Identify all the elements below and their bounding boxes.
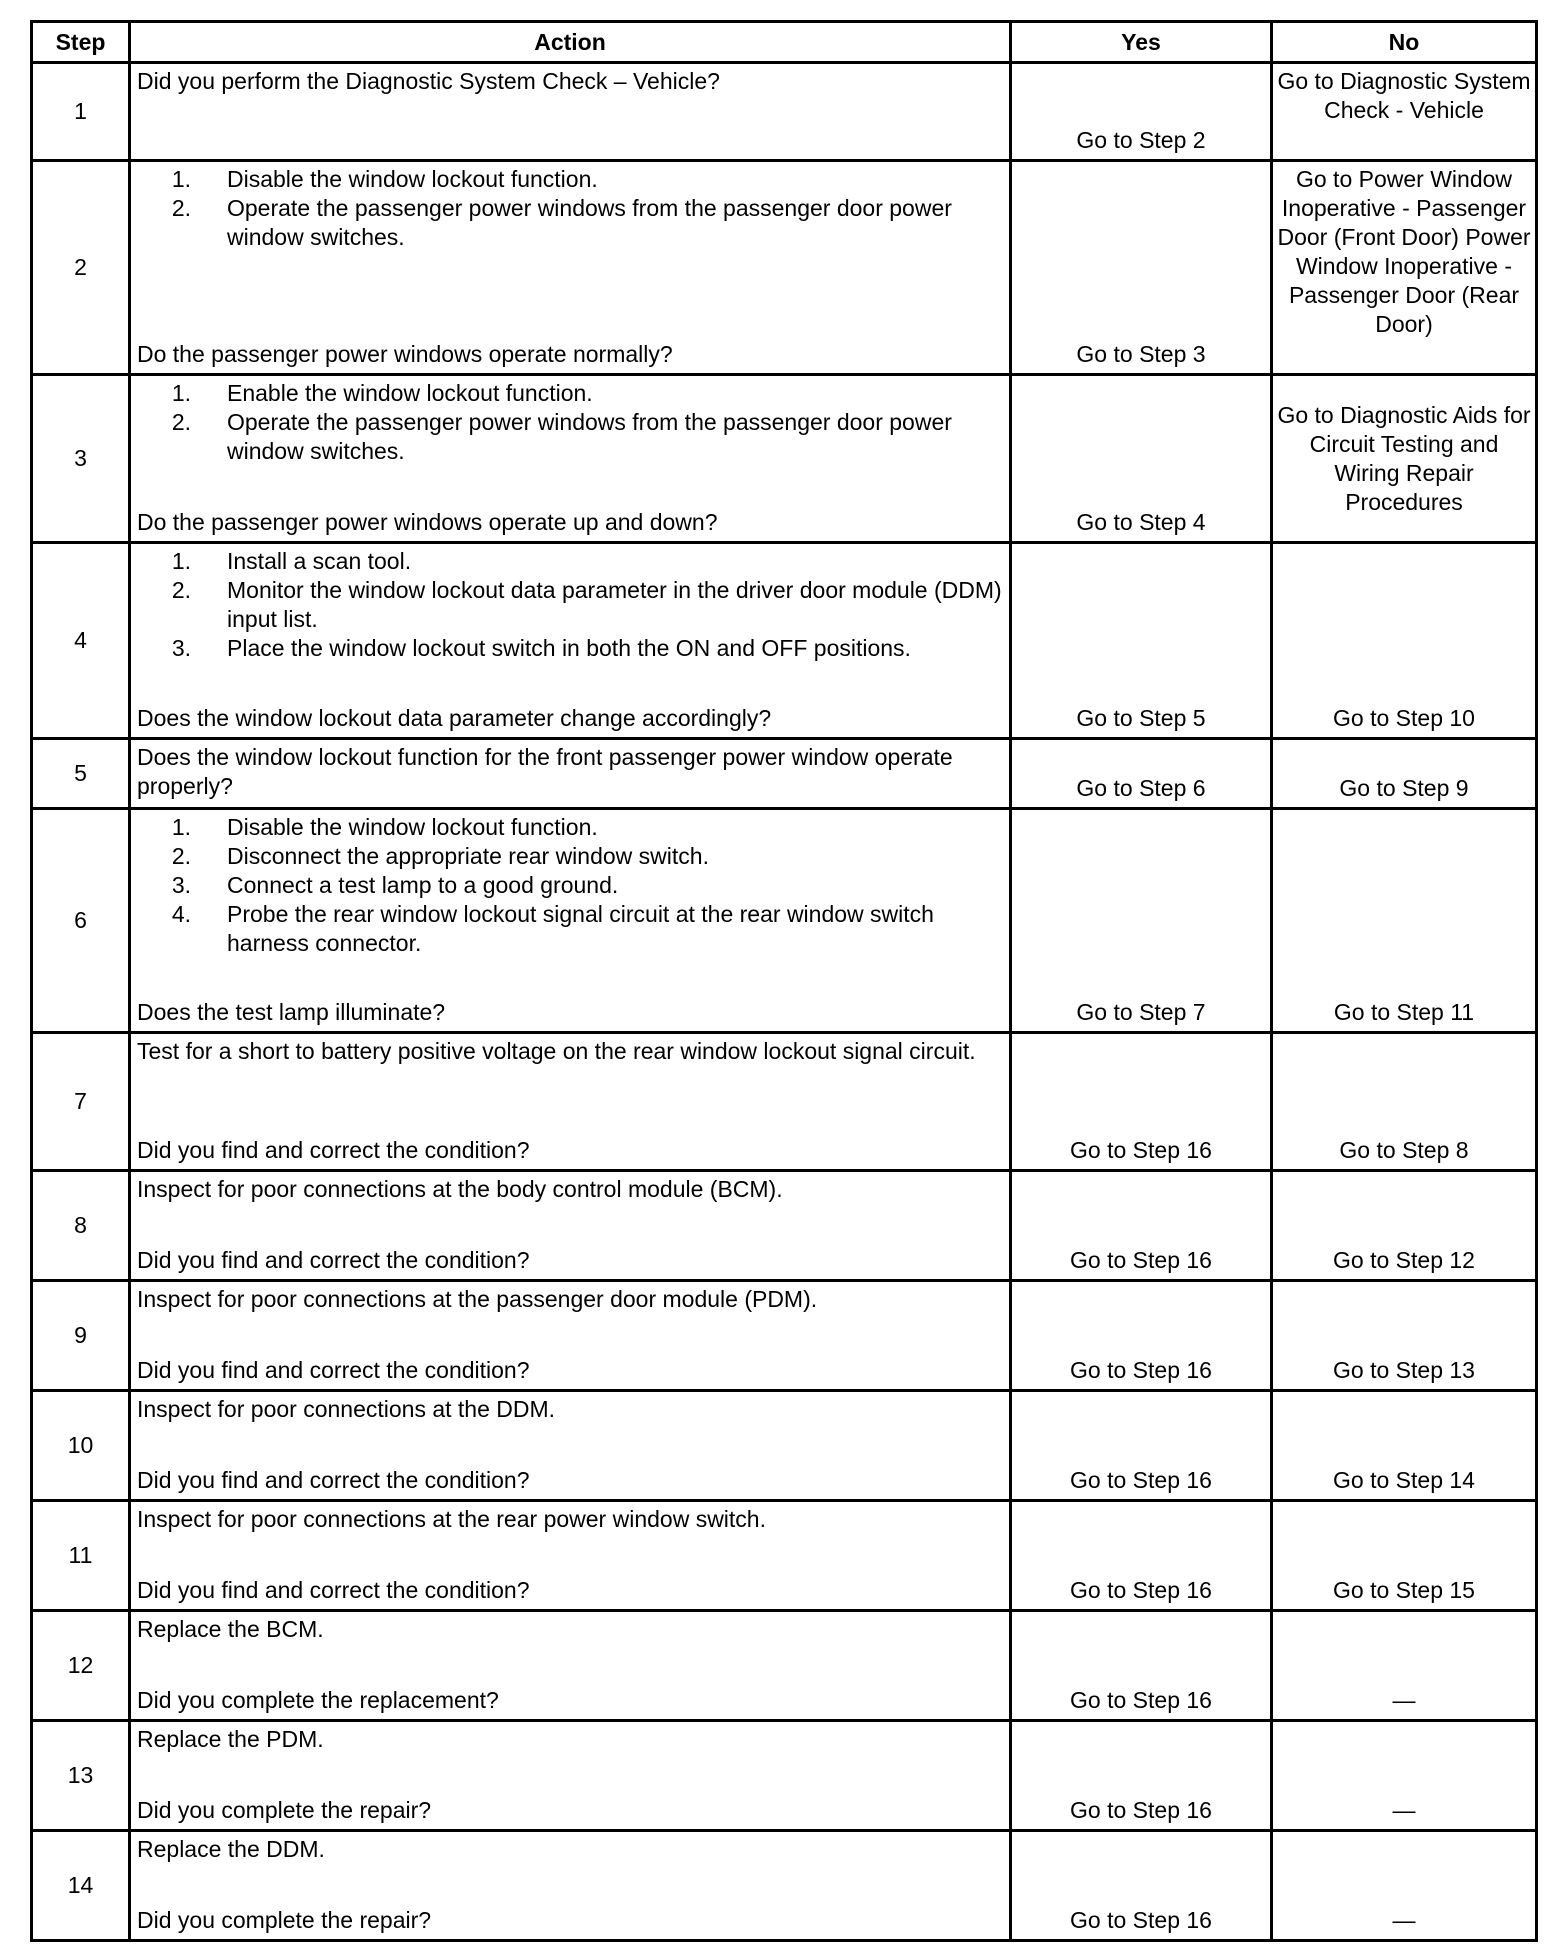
no-cell: Go to Step 9	[1272, 739, 1537, 809]
yes-cell: Go to Step 3	[1011, 161, 1272, 375]
list-item: 2. Operate the passenger power windows from the passenger door power window switches.	[171, 195, 952, 250]
action-cell	[130, 809, 1011, 1033]
step-number: 6	[32, 809, 130, 1033]
action-header: Action	[130, 22, 1011, 63]
no-cell: Go to Diagnostic Aids for Circuit Testing and Wiring Repair Procedures	[1272, 375, 1537, 543]
table-row	[32, 809, 1537, 1033]
action-cell	[130, 63, 1011, 161]
action-text: Replace the DDM.	[137, 1836, 325, 1862]
question-text: Did you find and correct the condition?	[137, 1247, 530, 1273]
step-number: 5	[32, 739, 130, 809]
question-text: Did you complete the repair?	[137, 1797, 432, 1823]
yes-cell: Go to Step 16	[1011, 1281, 1272, 1391]
question-text: Does the test lamp illuminate?	[137, 999, 446, 1025]
action-cell	[130, 1831, 1011, 1941]
action-list	[137, 813, 1003, 958]
question-text: Does the window lockout data parameter change accordingly?	[137, 705, 772, 731]
step-number: 13	[32, 1721, 130, 1831]
yes-cell: Go to Step 16	[1011, 1611, 1272, 1721]
list-item: 3. Connect a test lamp to a good ground.	[171, 872, 619, 898]
action-text: Did you perform the Diagnostic System Check – Vehicle?	[137, 68, 720, 94]
question-text: Did you complete the replacement?	[137, 1687, 499, 1713]
table-row	[32, 739, 1537, 809]
step-number: 7	[32, 1033, 130, 1171]
table-row	[32, 1721, 1537, 1831]
list-item: 3. Place the window lockout switch in both the ON and OFF positions.	[171, 635, 911, 661]
table-row	[32, 161, 1537, 375]
step-number: 11	[32, 1501, 130, 1611]
list-item: 1. Install a scan tool.	[171, 548, 412, 574]
no-header: No	[1272, 22, 1537, 63]
list-item: 1. Disable the window lockout function.	[171, 166, 598, 192]
yes-cell: Go to Step 2	[1011, 63, 1272, 161]
action-cell	[130, 1721, 1011, 1831]
no-cell: Go to Step 14	[1272, 1391, 1537, 1501]
list-item: 2. Disconnect the appropriate rear window switch.	[171, 843, 709, 869]
action-list	[137, 547, 1003, 663]
step-number: 2	[32, 161, 130, 375]
yes-cell: Go to Step 16	[1011, 1033, 1272, 1171]
action-cell	[130, 1611, 1011, 1721]
step-number: 8	[32, 1171, 130, 1281]
question-text: Did you complete the repair?	[137, 1907, 432, 1933]
no-cell: Go to Step 13	[1272, 1281, 1537, 1391]
step-number: 3	[32, 375, 130, 543]
action-cell	[130, 1281, 1011, 1391]
action-cell	[130, 1391, 1011, 1501]
no-cell: —	[1272, 1831, 1537, 1941]
question-text: Do the passenger power windows operate up and down?	[137, 509, 718, 535]
no-cell: Go to Step 8	[1272, 1033, 1537, 1171]
no-cell: Go to Step 11	[1272, 809, 1537, 1033]
action-cell	[130, 1033, 1011, 1171]
table-row	[32, 375, 1537, 543]
step-number: 10	[32, 1391, 130, 1501]
no-cell: —	[1272, 1721, 1537, 1831]
no-cell: Go to Diagnostic System Check - Vehicle	[1272, 63, 1537, 161]
yes-cell: Go to Step 16	[1011, 1831, 1272, 1941]
step-number: 14	[32, 1831, 130, 1941]
list-item: 2. Monitor the window lockout data parameter in the driver door module (DDM) input list.	[171, 577, 1002, 632]
yes-cell: Go to Step 6	[1011, 739, 1272, 809]
action-cell	[130, 1171, 1011, 1281]
step-number: 12	[32, 1611, 130, 1721]
action-text: Inspect for poor connections at the passenger door module (PDM).	[137, 1286, 818, 1312]
step-header: Step	[32, 22, 130, 63]
list-item: 1. Disable the window lockout function.	[171, 814, 598, 840]
table-row	[32, 1831, 1537, 1941]
yes-cell: Go to Step 4	[1011, 375, 1272, 543]
table-row	[32, 1281, 1537, 1391]
action-cell	[130, 543, 1011, 739]
step-number: 4	[32, 543, 130, 739]
yes-cell: Go to Step 7	[1011, 809, 1272, 1033]
question-text: Do the passenger power windows operate normally?	[137, 341, 673, 367]
action-list	[137, 165, 1003, 252]
no-cell: Go to Power Window Inoperative - Passenger Door (Front Door) Power Window Inoperative - Passenger Door (Rear Door)	[1272, 161, 1537, 375]
diagnostic-table	[30, 20, 1538, 1942]
table-row	[32, 63, 1537, 161]
yes-header: Yes	[1011, 22, 1272, 63]
yes-cell: Go to Step 16	[1011, 1721, 1272, 1831]
no-cell: Go to Step 10	[1272, 543, 1537, 739]
yes-cell: Go to Step 16	[1011, 1501, 1272, 1611]
action-text: Does the window lockout function for the front passenger power window operate properly?	[137, 744, 953, 799]
yes-cell: Go to Step 5	[1011, 543, 1272, 739]
step-number: 1	[32, 63, 130, 161]
question-text: Did you find and correct the condition?	[137, 1357, 530, 1383]
list-item: 2. Operate the passenger power windows from the passenger door power window switches.	[171, 409, 952, 464]
action-text: Inspect for poor connections at the body control module (BCM).	[137, 1176, 783, 1202]
table-row	[32, 1391, 1537, 1501]
action-text: Replace the PDM.	[137, 1726, 324, 1752]
question-text: Did you find and correct the condition?	[137, 1577, 530, 1603]
no-cell: —	[1272, 1611, 1537, 1721]
question-text: Did you find and correct the condition?	[137, 1137, 530, 1163]
list-item: 1. Enable the window lockout function.	[171, 380, 593, 406]
action-cell	[130, 739, 1011, 809]
action-text: Replace the BCM.	[137, 1616, 324, 1642]
table-row	[32, 1033, 1537, 1171]
action-text: Inspect for poor connections at the rear power window switch.	[137, 1506, 766, 1532]
action-cell	[130, 1501, 1011, 1611]
yes-cell: Go to Step 16	[1011, 1171, 1272, 1281]
action-cell	[130, 161, 1011, 375]
action-text: Test for a short to battery positive voltage on the rear window lockout signal circuit.	[137, 1038, 976, 1064]
table-row	[32, 1611, 1537, 1721]
table-row	[32, 543, 1537, 739]
list-item: 4. Probe the rear window lockout signal circuit at the rear window switch harness connector.	[171, 901, 934, 956]
yes-cell: Go to Step 16	[1011, 1391, 1272, 1501]
action-text: Inspect for poor connections at the DDM.	[137, 1396, 556, 1422]
action-list	[137, 379, 1003, 466]
table-row	[32, 1171, 1537, 1281]
no-cell: Go to Step 12	[1272, 1171, 1537, 1281]
action-cell	[130, 375, 1011, 543]
question-text: Did you find and correct the condition?	[137, 1467, 530, 1493]
no-cell: Go to Step 15	[1272, 1501, 1537, 1611]
step-number: 9	[32, 1281, 130, 1391]
header-row	[32, 22, 1537, 63]
table-row	[32, 1501, 1537, 1611]
